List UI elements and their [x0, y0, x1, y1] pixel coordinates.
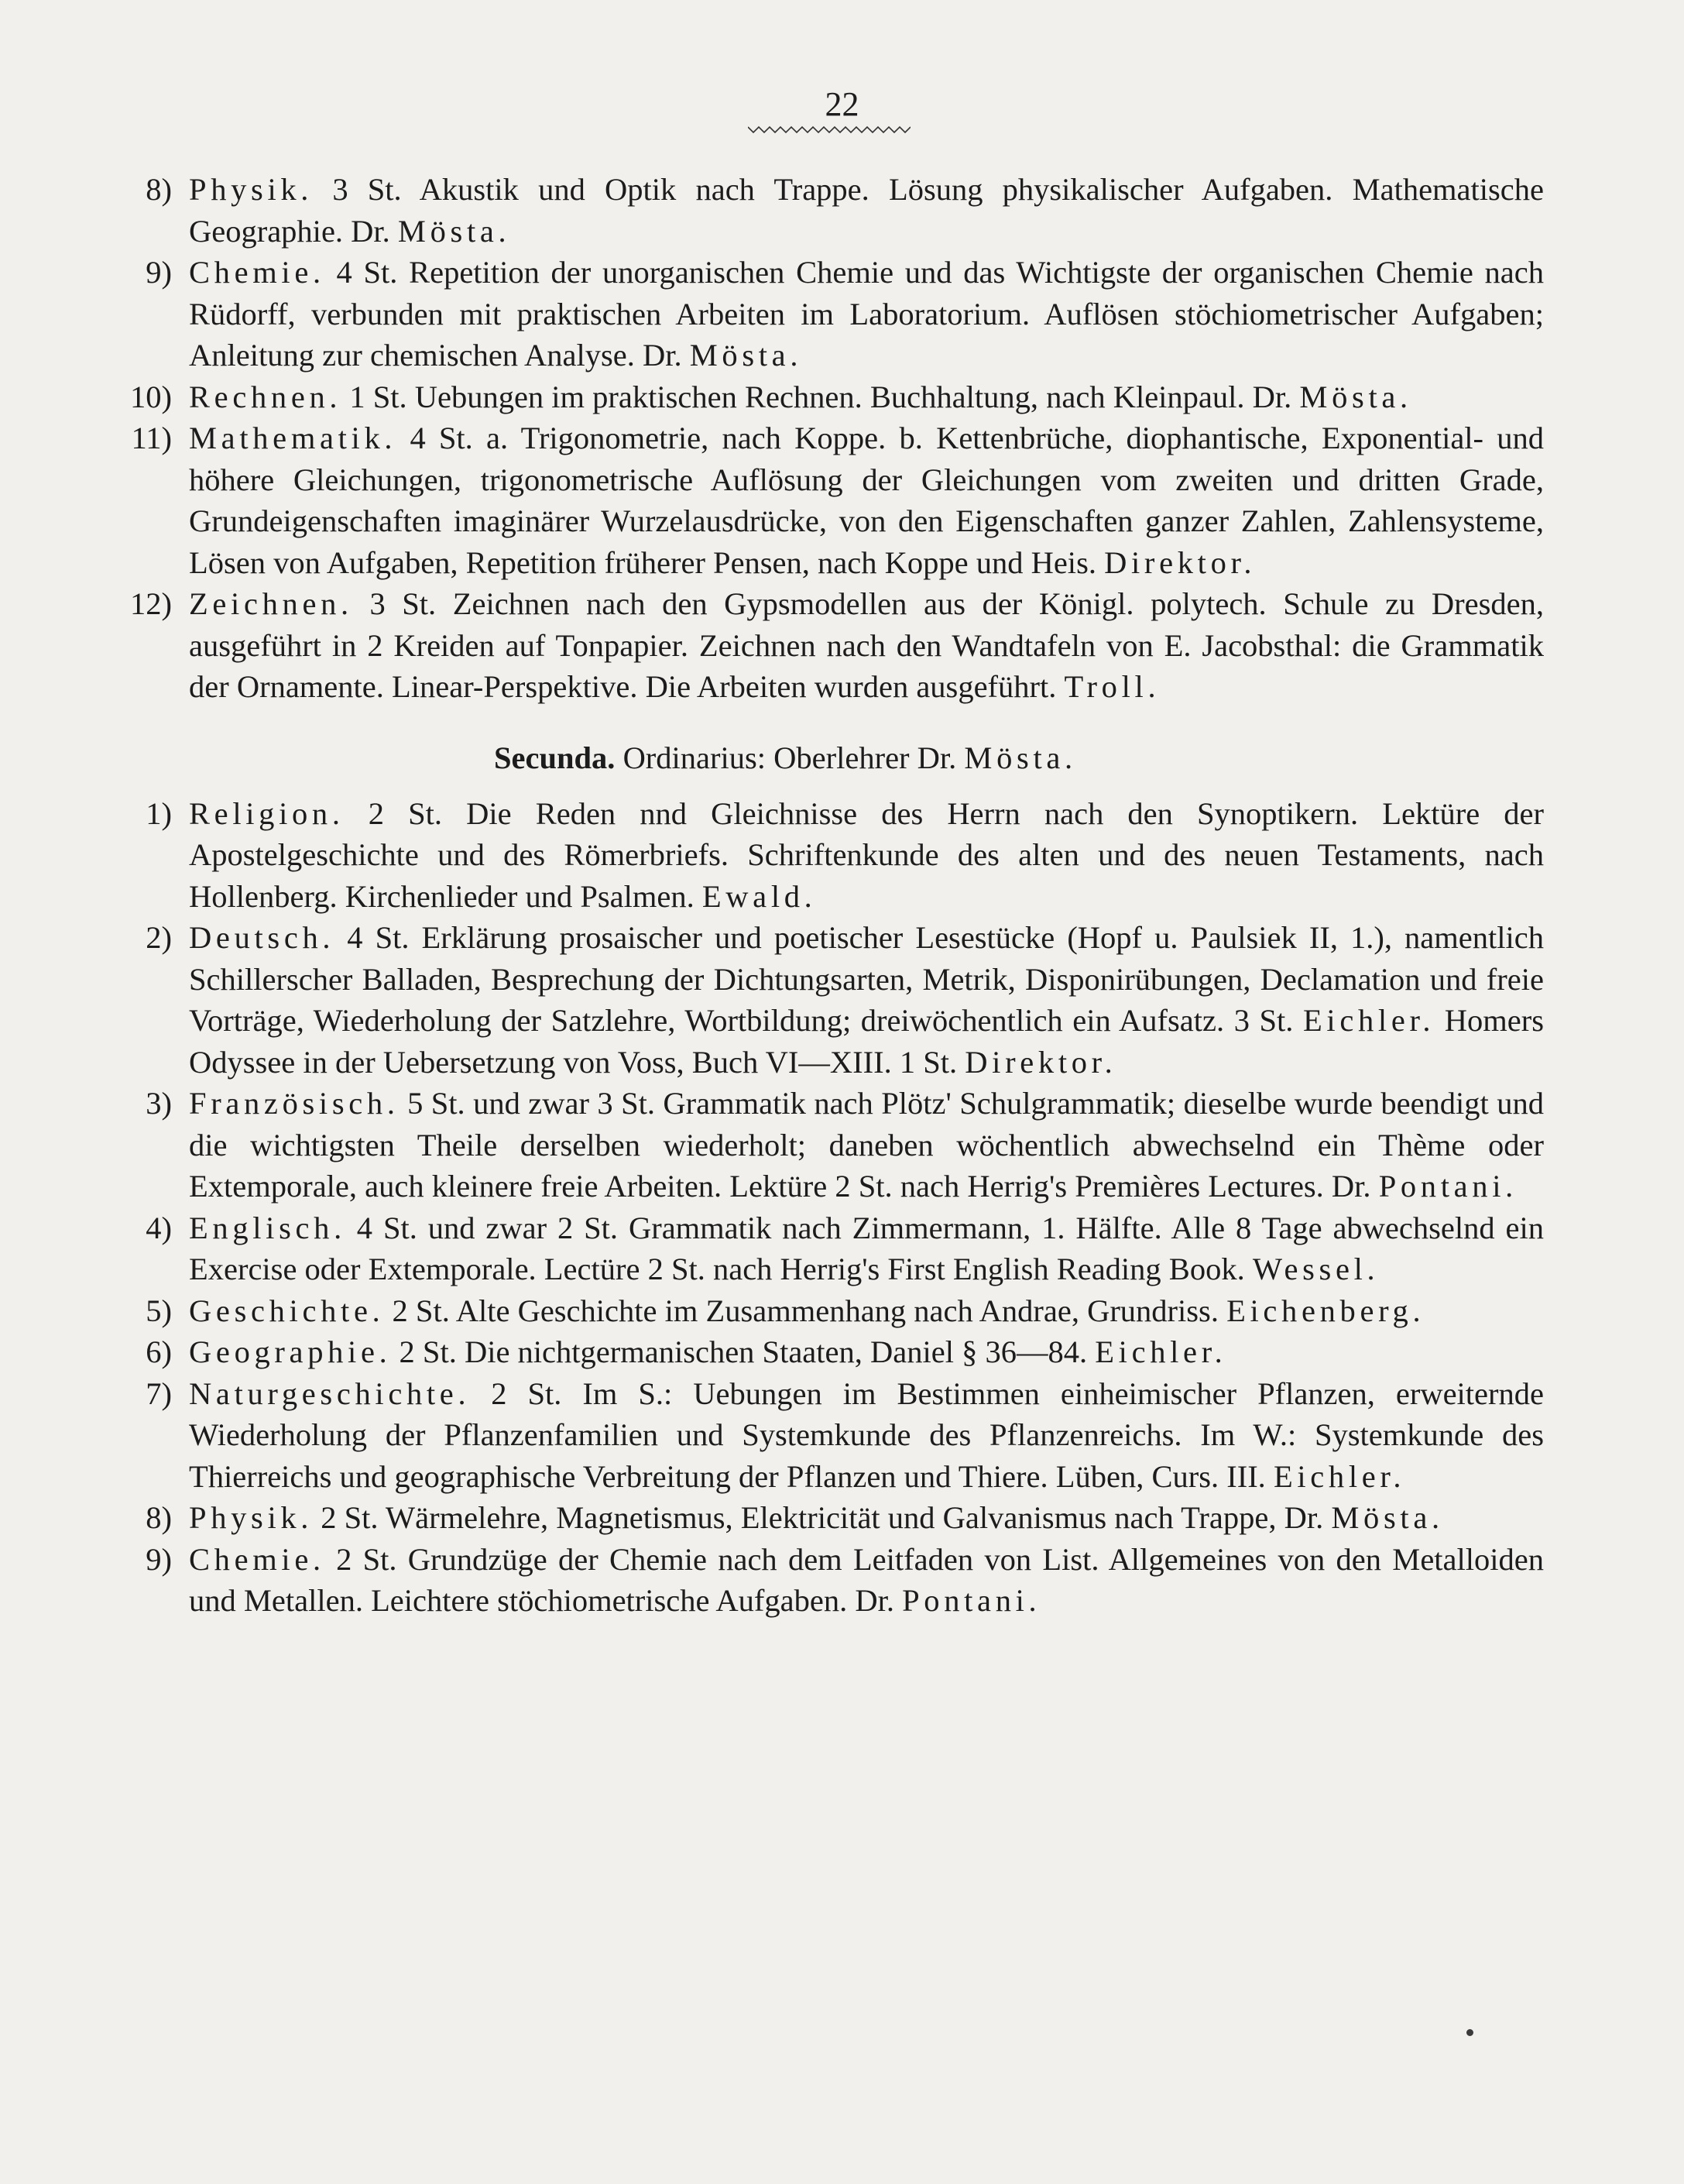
item-text: 3 St. Zeichnen nach den Gypsmodellen aus der Königl. polytech. Schule zu Dresden, ausgeführt in 2 Kreiden auf Tonpapier. Zeichnen nach den Wandtafeln von E. Jacobsthal: die Grammatik der Ornamente. Linear-Perspektive. Die Arbeiten wurden ausgeführt. [189, 586, 1545, 704]
list-item [115, 1373, 1544, 1498]
list-item [115, 583, 1544, 708]
teacher-name: Pontani. [902, 1583, 1041, 1618]
teacher-name: Troll. [1064, 669, 1161, 704]
teacher-name: Mösta. [397, 213, 511, 249]
item-text: 2 St. Grundzüge der Chemie nach dem Leitfaden von List. Allgemeines von den Metalloiden und Metallen. Leichtere stöchiometrische Aufgaben. Dr. [189, 1541, 1545, 1618]
item-text: 2 St. Die nichtgermanischen Staaten, Daniel § 36—84. [399, 1334, 1088, 1369]
subject-name: Rechnen. [189, 379, 342, 414]
teacher-name: Ewald. [701, 878, 817, 914]
subject-name: Deutsch. [189, 920, 335, 955]
subject-name: Naturgeschichte. [189, 1375, 471, 1411]
list-item [115, 1290, 1544, 1332]
item-text: 3 St. Akustik und Optik nach Trappe. Lösung physikalischer Aufgaben. Mathematische Geographie. Dr. [189, 172, 1544, 249]
teacher-name: Eichler. [1095, 1334, 1227, 1369]
subject-name: Chemie. [189, 255, 325, 290]
item-text: 2 St. Die Reden nnd Gleichnisse des Herrn nach den Synoptikern. Lektüre der Apostelgeschichte und des Römerbriefs. Schriftenkunde des alten und des neuen Testaments, nach Hollenberg. Kirchenlieder und Psalmen. [189, 795, 1544, 914]
item-number: 2) [146, 920, 172, 955]
section-title: Secunda. [494, 740, 616, 775]
page-content [115, 169, 1544, 1622]
page-number: 22 [825, 85, 859, 123]
teacher-name: Pontani. [1378, 1169, 1518, 1204]
item-text: 2 St. Alte Geschichte im Zusammenhang nach Andrae, Grundriss. [392, 1293, 1219, 1328]
subject-name: Englisch. [189, 1210, 346, 1245]
page-number-ornament [748, 124, 911, 135]
list-item [115, 1539, 1544, 1622]
list-item [115, 917, 1544, 1083]
list-item [115, 376, 1544, 418]
section-subtitle: Ordinarius: Oberlehrer Dr. [622, 740, 957, 775]
ink-spot [1466, 2029, 1473, 2036]
teacher-name: Mösta. [1299, 379, 1412, 414]
item-text: 1 St. Uebungen im praktischen Rechnen. Buchhaltung, nach Kleinpaul. Dr. [349, 379, 1292, 414]
item-number: 9) [146, 255, 172, 290]
item-number: 12) [130, 586, 172, 621]
item-number: 3) [146, 1086, 172, 1121]
item-number: 10) [130, 379, 172, 414]
list-item [115, 1497, 1544, 1539]
item-text: 4 St. Erklärung prosaischer und poetischer Lesestücke (Hopf u. Paulsiek II, 1.), namentlich Schillerscher Balladen, Besprechung der Dichtungsarten, Metrik, Disponirübungen, Declamation und freie Vorträge, Wiederholung der Satzlehre, Wortbildung; dreiwöchentlich ein Aufsatz. 3 St. [189, 920, 1544, 1038]
item-number: 6) [146, 1334, 172, 1369]
item-number: 4) [146, 1210, 172, 1245]
item-text: 5 St. und zwar 3 St. Grammatik nach Plötz' Schulgrammatik; dieselbe wurde beendigt und die wichtigsten Theile derselben wiederholt; daneben wöchentlich abwechselnd ein Thème oder Extemporale, auch kleinere freie Arbeiten. Lektüre 2 St. nach Herrig's Premières Lectures. Dr. [189, 1086, 1544, 1204]
subject-name: Chemie. [189, 1541, 325, 1577]
item-text: 2 St. Im S.: Uebungen im Bestimmen einheimischer Pflanzen, erweiternde Wiederholung der Pflanzenfamilien und Systemkunde des Pflanzenreichs. Im W.: Systemkunde des Thierreichs und geographische Verbreitung der Pflanzen und Thiere. Lüben, Curs. III. [189, 1375, 1545, 1494]
teacher-name: Mösta. [689, 338, 803, 373]
teacher-name: Mösta. [964, 740, 1077, 775]
teacher-name: Eichler. [1273, 1458, 1406, 1494]
list-item [115, 252, 1544, 376]
item-number: 9) [146, 1541, 172, 1577]
teacher-name: Eichenberg. [1226, 1293, 1425, 1328]
subject-name: Religion. [189, 795, 345, 831]
list-item [115, 169, 1544, 252]
list-item [115, 417, 1544, 583]
subject-name: Physik. [189, 172, 314, 207]
subject-name: Geographie. [189, 1334, 392, 1369]
item-text: 4 St. a. Trigonometrie, nach Koppe. b. Kettenbrüche, diophantische, Exponential- und höhere Gleichungen, trigonometrische Auflösung der Gleichungen vom zweiten und dritten Grade, Grundeigenschaften imaginärer Wurzelausdrücke, von den Eigenschaften ganzer Zahlen, Zahlensysteme, Lösen von Aufgaben, Repetition früherer Pensen, nach Koppe und Heis. [189, 421, 1545, 580]
teacher-name: Direktor. [965, 1044, 1117, 1080]
subject-name: Mathematik. [189, 421, 397, 455]
list-item [115, 1207, 1544, 1290]
list-item [115, 1331, 1544, 1373]
subject-name: Zeichnen. [189, 586, 353, 621]
teacher-name: Eichler. [1303, 1003, 1435, 1038]
item-number: 5) [146, 1293, 172, 1328]
item-number: 7) [146, 1375, 172, 1411]
item-number: 8) [146, 172, 172, 207]
list-item [115, 1083, 1544, 1207]
teacher-name: Wessel. [1252, 1252, 1380, 1286]
subject-name: Geschichte. [189, 1293, 385, 1328]
section-heading [115, 737, 1544, 779]
item-number: 1) [146, 795, 172, 831]
item-number: 8) [146, 1500, 172, 1535]
list-item [115, 793, 1544, 918]
item-number: 11) [131, 421, 172, 455]
item-text-continued: Homers Odyssee in der Uebersetzung von Voss, Buch VI—XIII. 1 St. [189, 1003, 1545, 1080]
item-text: 4 St. und zwar 2 St. Grammatik nach Zimmermann, 1. Hälfte. Alle 8 Tage abwechselnd ein Exercise oder Extemporale. Lectüre 2 St. nach Herrig's First English Reading Book. [189, 1210, 1545, 1286]
item-text: 4 St. Repetition der unorganischen Chemie und das Wichtigste der organischen Chemie nach Rüdorff, verbunden mit praktischen Arbeiten im Laboratorium. Auflösen stöchiometrischer Aufgaben; Anleitung zur chemischen Analyse. Dr. [189, 255, 1544, 373]
item-text: 2 St. Wärmelehre, Magnetismus, Elektricität und Galvanismus nach Trappe, Dr. [321, 1500, 1324, 1535]
subject-name: Physik. [189, 1500, 314, 1535]
teacher-name: Mösta. [1331, 1500, 1444, 1535]
subject-name: Französisch. [189, 1086, 400, 1121]
teacher-name: Direktor. [1104, 544, 1257, 580]
